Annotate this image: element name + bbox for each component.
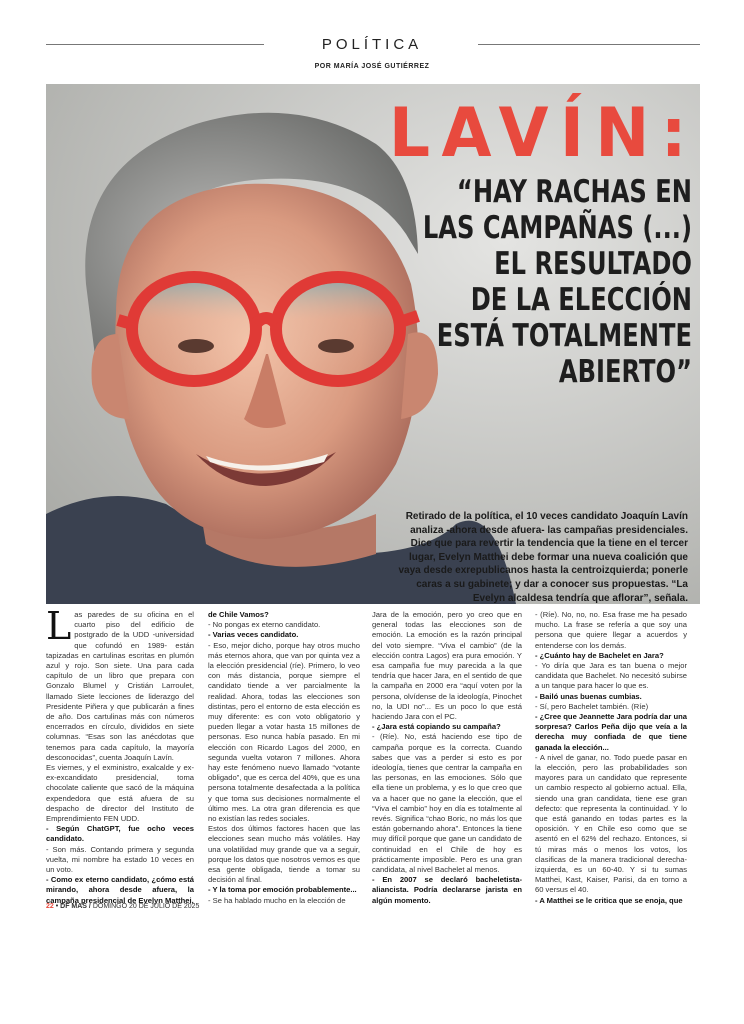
header-rule-right bbox=[478, 44, 700, 45]
interview-question: - ¿Cuánto hay de Bachelet en Jara? bbox=[535, 650, 664, 660]
lead-paragraph: Retirado de la política, el 10 veces candidato Joaquín Lavín analiza -ahora desde afuera- las campañas presidenciales. Dice que para revertir la tendencia que la tiene en el tercer lugar, Evelyn Matthei debe formar una nueva coalición que vaya desde exrepublicanos hasta la centroizquierda; ponerle caras a su gabinete; y dar a conocer sus propuestas. “La Evelyn alcaldesa tendría que aflorar”, señala. bbox=[398, 511, 688, 604]
body-paragraph: as paredes de su oficina en el cuarto piso del edificio de postgrado de la UDD -universidad que cofundó en 1989- están tapizadas en cartulinas escritas en plumón azul y rojo. Son siete. Una para cada capítulo de un libro que prepara con Gonzalo Blumel y Cristián Larroulet, llamado Siete lecciones de liderazgo del Presidente Piñera y que publicarán a fines de año. Dos cartulinas más con números encerrados en círculo, divididos en siete columnas. “Esas son las anécdotas que tenemos para cada capítulo, la mayoría desconocidas”, cuenta Joaquín Lavín. bbox=[46, 610, 194, 762]
quote-line: EL RESULTADO bbox=[494, 246, 692, 282]
body-paragraph: - No pongas ex eterno candidato. bbox=[208, 620, 321, 630]
body-paragraph: Jara de la emoción, pero yo creo que en general todas las elecciones son de emoción. La emoción es la razón principal del voto siempre. “Viva el cambio” (de la elección contra Lagos) era pura emoción. Y esa campaña fue muy parecida a la que tendría que hacer Jara, en el sentido de que la campaña en 2000 era “aquí voten por la persona, olvídense de la ideología, Pinochet no, la UDI no”... Es un poco lo que está haciendo Jara con el PC. bbox=[372, 610, 522, 722]
footer-date: DOMINGO 20 DE JULIO DE 2025 bbox=[92, 903, 200, 910]
interview-question: - A Matthei se le critica que se enoja, que bbox=[535, 895, 683, 905]
byline: POR MARÍA JOSÉ GUTIÉRREZ bbox=[314, 63, 430, 70]
body-paragraph: Estos dos últimos factores hacen que las elecciones sean mucho más volátiles. Hay una volatilidad muy grande que va a seguir, porque los datos que nosotros vemos es que esa gente obligada, tiende a tomar su decisión al final. bbox=[208, 824, 360, 885]
body-column-4 bbox=[535, 610, 687, 906]
body-paragraph: - Sí, pero Bachelet también. (Ríe) bbox=[535, 701, 649, 711]
body-paragraph: - A nivel de ganar, no. Todo puede pasar en la elección, pero las probabilidades son mayores para un candidato que represente un cambio respecto al gobierno actual. Ella, siendo una gran candidata, tiene ese gran defecto: que representa la continuidad. Y lo que está ganando en todas partes es la oposición. Y en Chile eso como que se asentó en el 62% del rechazo. Entonces, si tú miras más o menos los votos, los clasificas de la manera tradicional derecha-izquierda, es un 60-40. Y si tu sumas Matthei, Kast, Kaiser, Parisi, da en torno a 60 versus el 40. bbox=[535, 752, 687, 895]
interview-question: - Bailó unas buenas cumbias. bbox=[535, 691, 642, 701]
page-number: 22 bbox=[46, 903, 54, 910]
quote-line: “HAY RACHAS EN bbox=[456, 174, 692, 210]
interview-question: - Varias veces candidato. bbox=[208, 630, 299, 640]
body-paragraph: - Eso, mejor dicho, porque hay otros mucho más eternos ahora, que van por quinta vez a la elección presidencial (ríe). Primero, lo veo con más distancia, porque siempre el candidato tiende a ver parcialmente la realidad. Ahora, todas las elecciones son distintas, pero el entorno de esta elección es muy diferente: es con voto obligatorio y pueden llegar a votar hasta 15 millones de personas. Eso nunca había pasado. En mi elección con Ricardo Lagos del 2000, en segunda vuelta votaron 7 millones. Ahora hay este fenómeno nuevo llamado “votante obligado”, que es cerca del 40%, que es una persona totalmente desafectada a la política y que toma sus decisiones normalmente el último mes. La otra gran diferencia es que no existían las redes sociales. bbox=[208, 640, 360, 824]
headline-name: LAVÍN: bbox=[388, 94, 698, 173]
body-paragraph: - Yo diría que Jara es tan buena o mejor candidata que Bachelet. No necesitó subirse a un tanque para hacer lo que es. bbox=[535, 661, 687, 691]
body-column-1 bbox=[46, 604, 194, 906]
quote-line: ESTÁ TOTALMENTE bbox=[436, 318, 692, 354]
body-paragraph: - (Ríe). No, está haciendo ese tipo de campaña porque es la correcta. Cuando sabes que vas a perder si esto es por ideología, tienes que centrar la campaña en las personas, en las emociones. Sólo que ella tiene un problema, y es lo que creo que va a hacer que no gane la elección, que el “Viva el cambio” hoy en día es totalmente al revés. Significa “chao Boric, no más los que están gobernando ahora”. Entonces la tiene muy difícil porque que gane un candidato de continuidad en el Chile de hoy es prácticamente imposible. Pero es una gran candidata, al nivel Bachelet al menos. bbox=[372, 732, 522, 875]
quote-line: ABIERTO” bbox=[558, 354, 692, 390]
interview-question: - ¿Jara está copiando su campaña? bbox=[372, 722, 501, 732]
body-paragraph: - Son más. Contando primera y segunda vuelta, mi nombre ha estado 10 veces en un voto. bbox=[46, 844, 194, 875]
body-paragraph: Es viernes, y el exministro, exalcalde y ex-ex-excandidato presidencial, toma chocolate caliente que sacó de la máquina expendedora que está afuera de su despacho de director del Instituto de Emprendimiento FEN UDD. bbox=[46, 763, 194, 824]
headline-quote bbox=[417, 174, 692, 390]
body-paragraph: - Se ha hablado mucho en la elección de bbox=[208, 895, 346, 905]
body-column-3 bbox=[372, 610, 522, 906]
quote-line: DE LA ELECCIÓN bbox=[470, 282, 692, 318]
drop-cap: L bbox=[46, 604, 72, 648]
interview-question: - ¿Cree que Jeannette Jara podría dar una sorpresa? Carlos Peña dijo que veía a la derecha muy confiada de que tiene ganada la elección... bbox=[535, 712, 687, 752]
headline bbox=[340, 94, 698, 390]
page-footer bbox=[46, 903, 199, 910]
body-column-2 bbox=[208, 610, 360, 906]
footer-brand: • DF MAS / bbox=[55, 903, 91, 910]
interview-question: de Chile Vamos? bbox=[208, 610, 269, 619]
body-paragraph: - (Ríe). No, no, no. Esa frase me ha pesado mucho. La frase se refería a que soy una persona que quiere llegar a acuerdos y entenderse con los demás. bbox=[535, 610, 687, 650]
quote-line: LAS CAMPAÑAS (...) bbox=[422, 210, 692, 246]
section-title: POLÍTICA bbox=[321, 36, 423, 53]
interview-question: - Y la toma por emoción probablemente... bbox=[208, 885, 357, 895]
interview-question: - Como ex eterno candidato, ¿cómo está mirando, ahora desde afuera, la campaña presidencial de Evelyn Matthei, bbox=[46, 875, 194, 905]
interview-question: - En 2007 se declaró bacheletista-aliancista. Podría declararse jarista en algún momento. bbox=[372, 875, 522, 905]
interview-question: - Según ChatGPT, fue ocho veces candidato. bbox=[46, 824, 194, 844]
